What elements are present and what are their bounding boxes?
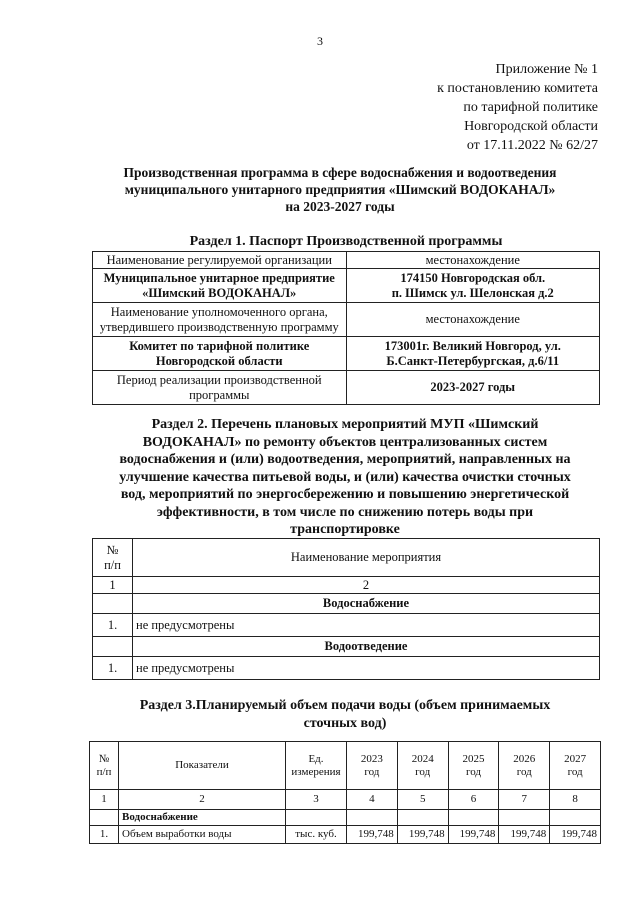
volume-table [89,741,601,844]
section2-title: Раздел 2. Перечень плановых мероприятий МУП «Шимский ВОДОКАНАЛ» по ремонту объектов централизованных систем водоснабжения и (или) водоотведения, мероприятий, направленных на улучшение качества питьевой воды, и (или) качества очистки сточных вод, мероприятий по энергосбережению и повышению энергетической эффективности, в том числе по снижению потерь воды при транспортировке [119,417,571,537]
table-row: Муниципальное унитарное предприятие «Шимский ВОДОКАНАЛ» 174150 Новгородская обл. п. Шимск ул. Шелонская д.2 [93,269,600,303]
appendix-line: Приложение № 1 [495,62,598,77]
passport-table [92,251,600,405]
section3-title: Раздел 3.Планируемый объем подачи воды (объем принимаемых сточных вод) [139,698,551,731]
table-row: Период реализации производственной программы 2023-2027 годы [93,371,600,405]
appendix-line: к постановлению комитета [437,81,598,96]
section1-title: Раздел 1. Паспорт Производственной программы [189,234,503,249]
appendix-line: по тарифной политике [463,100,598,115]
table-row: 1. не предусмотрены [93,614,600,637]
table-row: 1. Объем выработки воды тыс. куб. 199,748 199,748 199,748 199,748 199,748 [90,826,601,844]
table-row: № п/п Показатели Ед. измерения 2023 год 2024 год 2025 год 2026 год 2027 год [90,742,601,790]
page-number: 3 [317,34,323,48]
table-row: Водоснабжение [93,594,600,614]
table-row: Комитет по тарифной политике Новгородской области 173001г. Великий Новгород, ул. Б.Санкт-Петербургская, д.6/11 [93,337,600,371]
table-row: № п/п Наименование мероприятия [93,539,600,577]
table-row: Наименование регулируемой организации местонахождение [93,252,600,269]
appendix-line: от 17.11.2022 № 62/27 [466,138,598,153]
table-row: Наименование уполномоченного органа, утвердившего производственную программу местонахождение [93,303,600,337]
table-row: 1 2 [93,577,600,594]
table-row: Водоснабжение [90,810,601,826]
appendix-header [437,60,598,155]
table-row: 1. не предусмотрены [93,657,600,680]
table-row: 1 2 3 4 5 6 7 8 [90,790,601,810]
document-title: Производственная программа в сфере водоснабжения и водоотведения муниципального унитарного предприятия «Шимский ВОДОКАНАЛ» на 2023-2027 годы [123,165,557,214]
appendix-line: Новгородской области [464,119,598,134]
measures-table [92,538,600,680]
table-row: Водоотведение [93,637,600,657]
